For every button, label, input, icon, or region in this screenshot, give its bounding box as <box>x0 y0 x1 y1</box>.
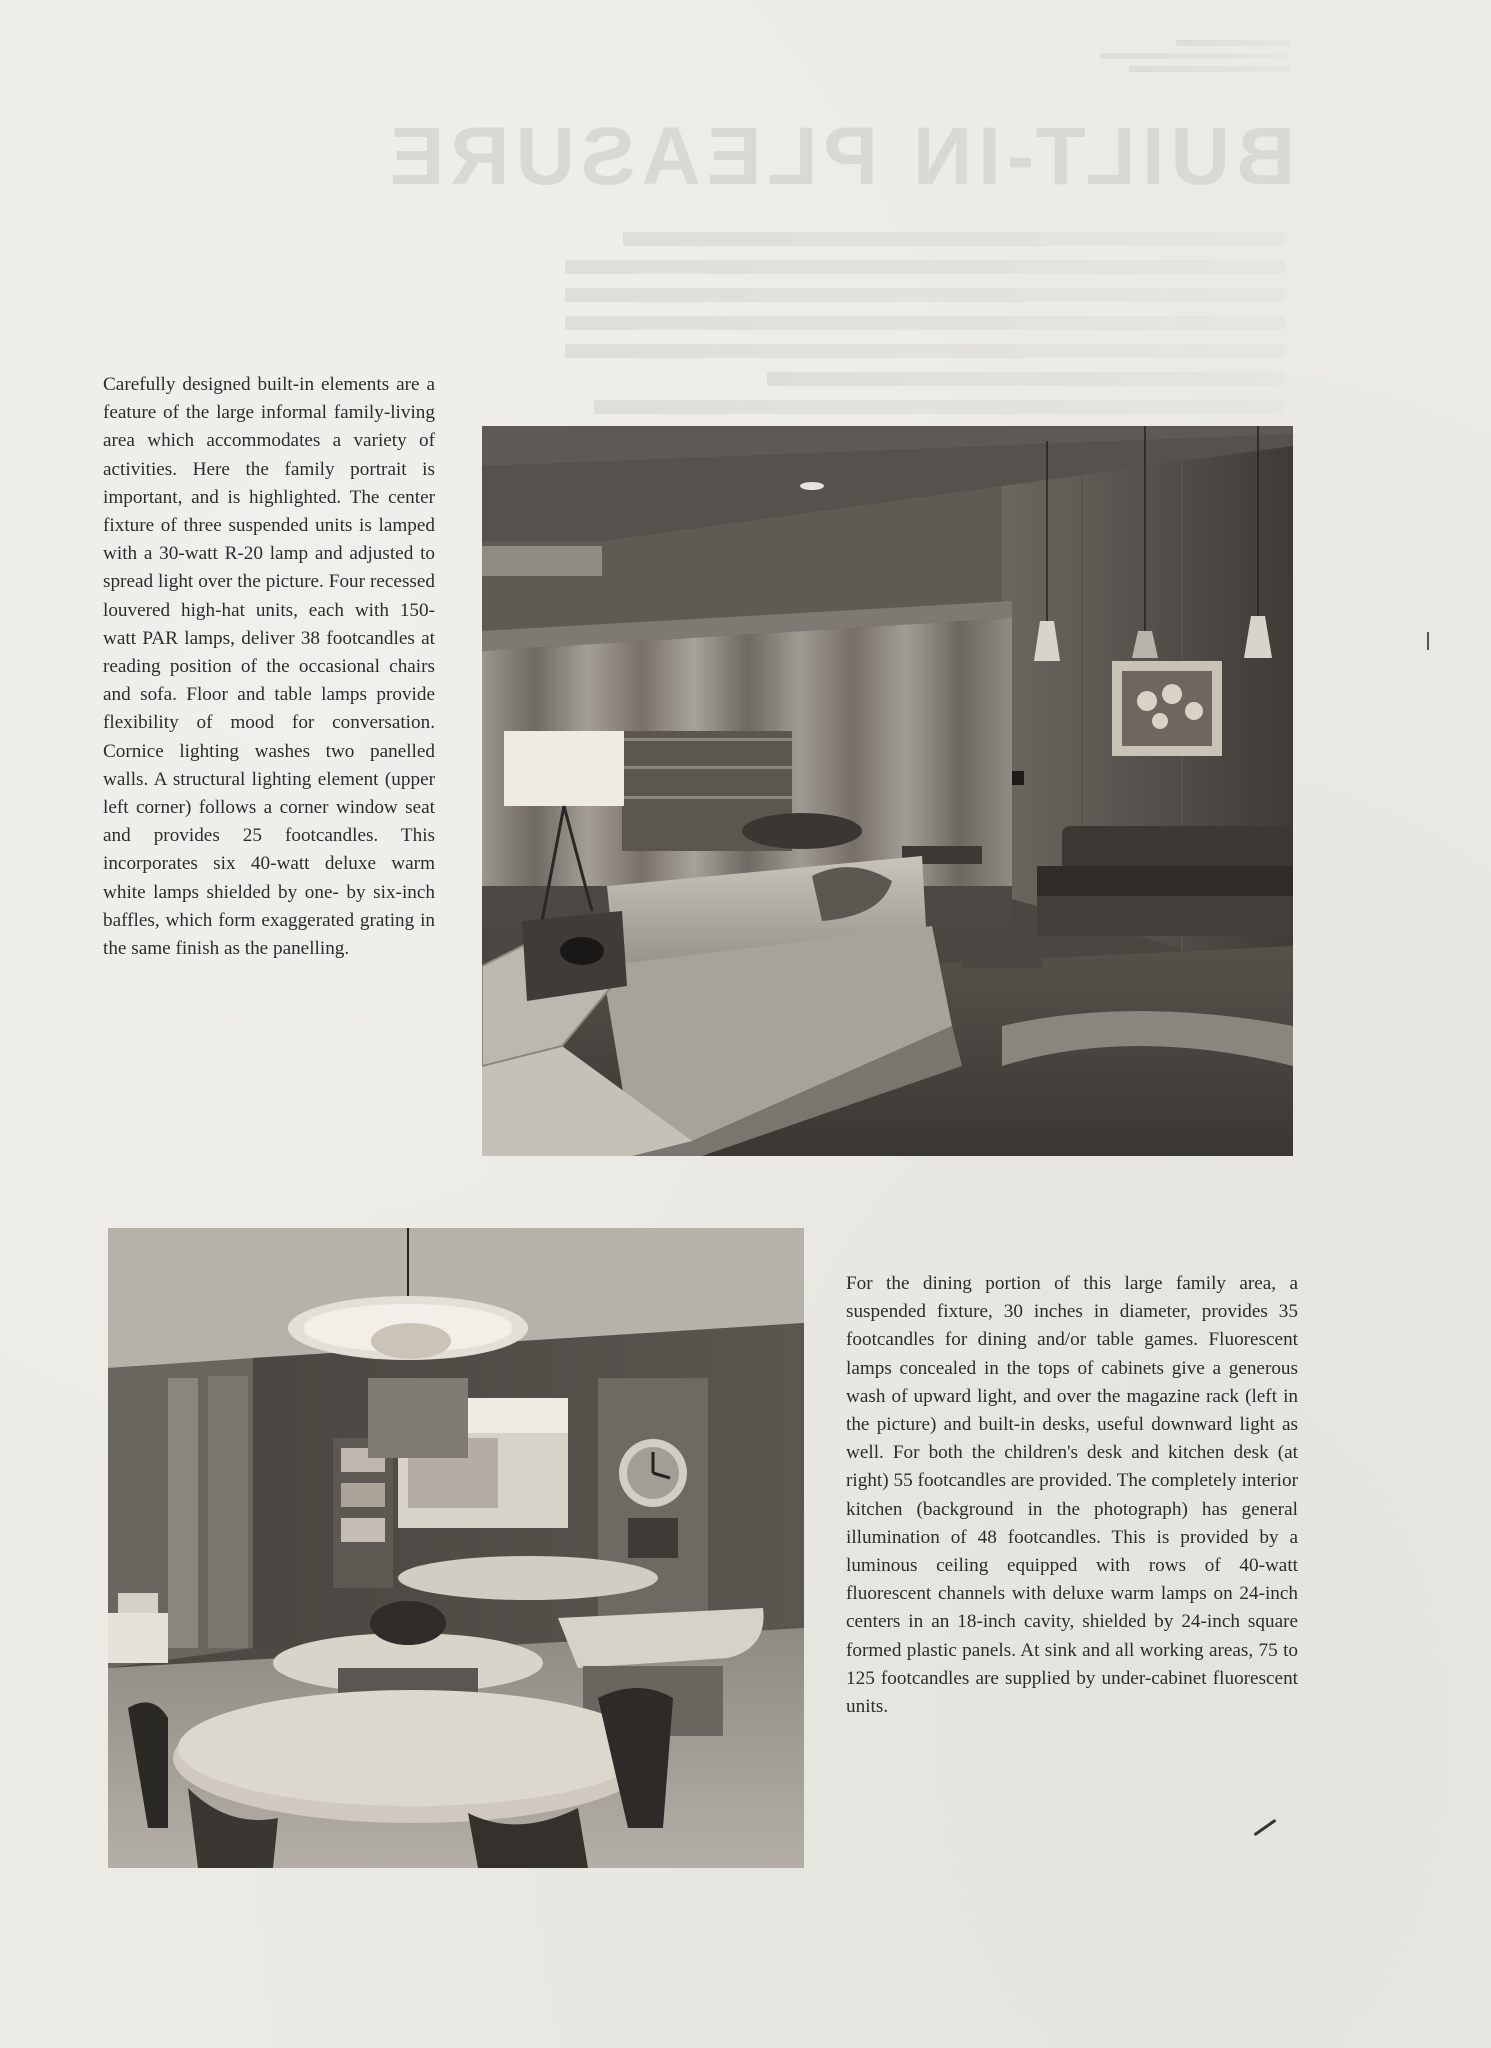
bleed-through-text-block <box>565 232 1285 428</box>
dining-caption: For the dining portion of this large family area, a suspended fixture, 30 inches in diameter, provides 35 footcandles for dining and/or table games. Fluorescent lamps concealed in the tops of cabinets give a generous wash of upward light, and over the magazine rack (left in the picture) and built-in desks, useful downward light as well. For both the children's desk and kitchen desk (at right) 55 footcandles are provided. The completely interior kitchen (background in the photograph) has general illumination of 48 footcandles. This is provided by a luminous ceiling equipped with rows of 40-watt fluorescent channels with deluxe warm lamps on 24-inch centers in an 18-inch cavity, shielded by 24-inch square formed plastic panels. At sink and all working areas, 75 to 125 footcandles are supplied by under-cabinet fluorescent units. <box>846 1273 1298 1718</box>
margin-mark <box>1427 632 1429 650</box>
pen-mark <box>1253 1819 1276 1836</box>
family-living-room-photo <box>482 426 1293 1156</box>
dining-area-photo <box>108 1228 804 1868</box>
bleed-through-heading: BUILT-IN PLEASURE <box>383 111 1295 202</box>
bleed-through-small-text <box>1100 40 1290 79</box>
family-living-caption: Carefully designed built-in elements are a feature of the large informal family-living area which accommodates a variety of activities. Here the family portrait is important, and is highlighted. The center fixture of three suspended units is lamped with a 30-watt R-20 lamp and adjusted to spread light over the picture. Four recessed louvered high-hat units, each with 150-watt PAR lamps, deliver 38 footcandles at reading position of the occasional chairs and sofa. Floor and table lamps provide flexibility of mood for conversation. Cornice lighting washes two panelled walls. A structural lighting element (upper left corner) follows a corner window seat and provides 25 footcandles. This incorporates six 40-watt deluxe warm white lamps shielded by one- by six-inch baffles, which form exaggerated grating in the same finish as the panelling. <box>103 374 435 960</box>
